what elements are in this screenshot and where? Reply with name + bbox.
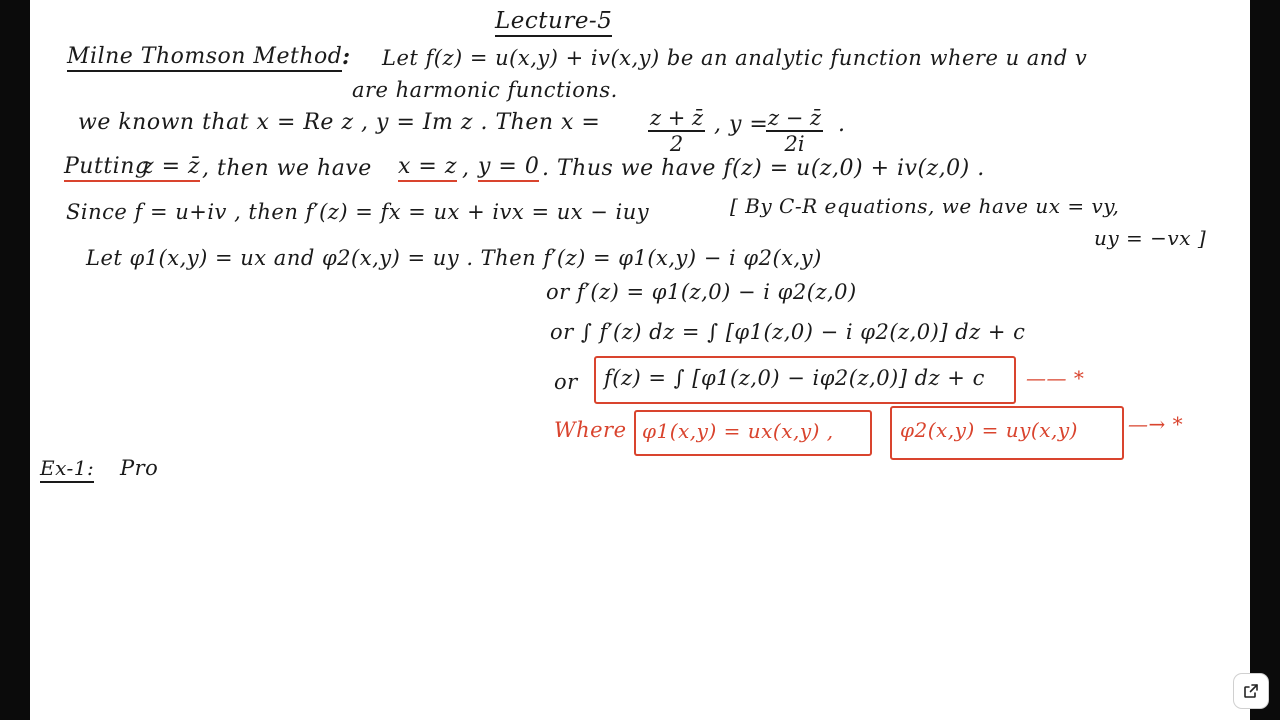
fraction-y-numerator: z − z̄ bbox=[768, 106, 822, 130]
fraction-x-denominator: 2 bbox=[669, 132, 684, 156]
substitution-y: y = 0 bbox=[478, 154, 539, 182]
definition-line-1: Let f(z) = u(x,y) + iv(x,y) be an analytic function where u and v bbox=[382, 46, 1088, 70]
definition-line-2: are harmonic functions. bbox=[352, 78, 618, 102]
example-text: Pro bbox=[120, 456, 159, 480]
whiteboard-page bbox=[30, 0, 1250, 720]
substitution-x: x = z bbox=[398, 154, 457, 182]
lecture-title: Lecture-5 bbox=[495, 8, 612, 37]
fraction-y-denominator: 2i bbox=[784, 132, 805, 156]
known-line-y: , y = bbox=[714, 112, 769, 137]
method-heading: Milne Thomson Method bbox=[67, 44, 342, 72]
fraction-x-numerator: z + z̄ bbox=[650, 106, 704, 130]
substitution-comma: , bbox=[462, 156, 470, 181]
phi-star-mark: —→ * bbox=[1128, 412, 1184, 436]
result-star-mark: —— * bbox=[1026, 366, 1085, 390]
result-or: or bbox=[554, 370, 578, 394]
substitution-z: z = z̄ bbox=[142, 154, 200, 182]
external-link-button[interactable] bbox=[1234, 674, 1268, 708]
fraction-x bbox=[648, 106, 705, 156]
since-line: Since f = u+iv , then f′(z) = fx = ux + ivx = ux − iuy bbox=[66, 200, 650, 224]
putting-then: , then we have bbox=[202, 156, 372, 181]
phi1-definition: φ1(x,y) = ux(x,y) , bbox=[642, 419, 834, 443]
heading-colon: : bbox=[342, 44, 351, 70]
where-label: Where bbox=[554, 418, 627, 442]
cr-note-line-2: uy = −vx ] bbox=[1094, 226, 1207, 250]
known-line-dot: . bbox=[838, 112, 846, 137]
thus-line: . Thus we have f(z) = u(z,0) + iv(z,0) . bbox=[542, 156, 985, 181]
cr-note-line-1: [ By C-R equations, we have ux = vy, bbox=[730, 194, 1120, 218]
phi2-definition: φ2(x,y) = uy(x,y) bbox=[900, 418, 1078, 442]
known-line: we known that x = Re z , y = Im z . Then x = bbox=[78, 110, 601, 135]
example-label: Ex-1: bbox=[40, 456, 94, 483]
derivative-line: or f′(z) = φ1(z,0) − i φ2(z,0) bbox=[546, 280, 857, 304]
integral-line: or ∫ f′(z) dz = ∫ [φ1(z,0) − i φ2(z,0)] dz + c bbox=[550, 320, 1026, 344]
fraction-y bbox=[766, 106, 823, 156]
putting-label: Putting bbox=[64, 154, 149, 182]
external-link-icon bbox=[1243, 683, 1259, 699]
result-formula: f(z) = ∫ [φ1(z,0) − iφ2(z,0)] dz + c bbox=[604, 366, 985, 390]
let-phi-line: Let φ1(x,y) = ux and φ2(x,y) = uy . Then f′(z) = φ1(x,y) − i φ2(x,y) bbox=[86, 246, 822, 270]
